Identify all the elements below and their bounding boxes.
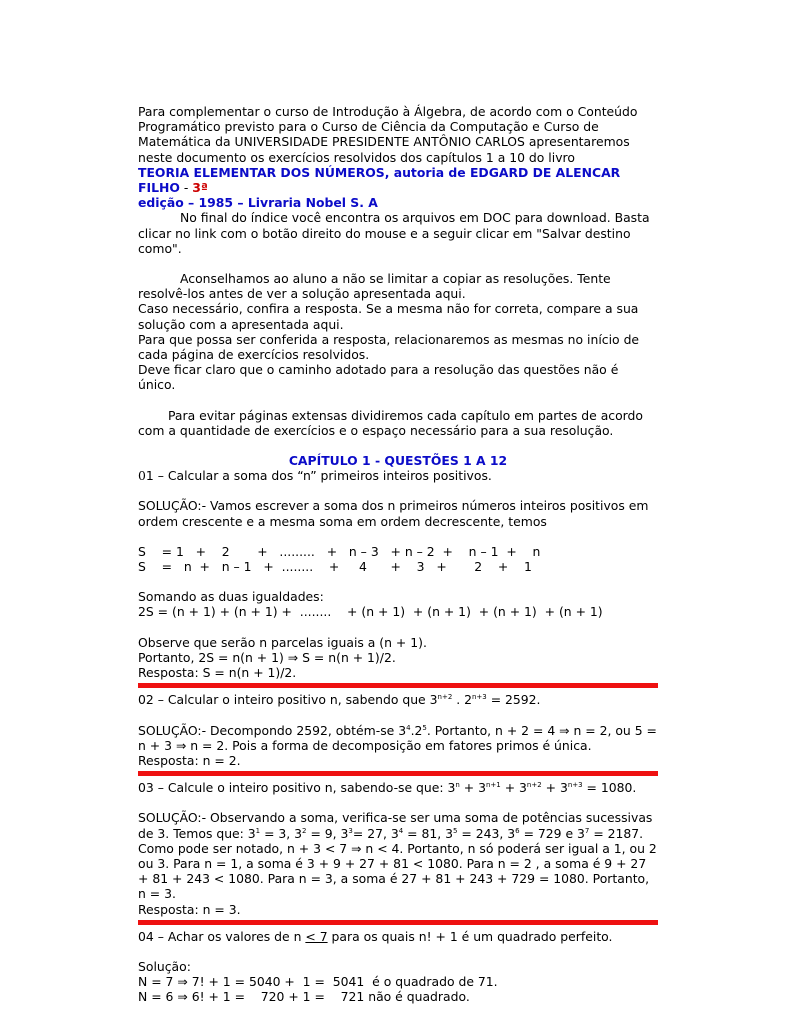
question-3: 03 – Calcule o inteiro positivo n, sabendo-se que: $3^n + 3^{n+1} + 3^{n+2} + 3^{n+3} = 1080$.	[138, 780, 637, 796]
chapter-title: CAPÍTULO 1 - QUESTÕES 1 A 12	[288, 453, 508, 469]
q1-solution: SOLUÇÃO:- Vamos escrever a soma dos n primeiros números inteiros positivos em ordem crescente e a mesma soma em ordem decrescente, temos	[138, 498, 649, 529]
book-title: TEORIA ELEMENTAR DOS NÚMEROS, autoria de EDGARD DE ALENCAR FILHO	[138, 164, 621, 196]
advice-confirm: Caso necessário, confira a resposta. Se a mesma não for correta, compare a sua solução com a apresentada aqui.	[138, 301, 639, 332]
edition-number: 3ª	[192, 180, 208, 196]
separator-rule	[138, 683, 658, 688]
intro-paragraph: Para complementar o curso de Introdução à Álgebra, de acordo com o Conteúdo Programático previsto para o Curso de Ciência da Computação e Curso de Matemática da UNIVERSIDADE PRESIDENTE ANTÔNIO CARLOS apresentaremos neste documento os exercícios resolvidos dos capítulos 1 a 10 do livro TEORIA ELEMENTAR DOS NÚMEROS, autoria de EDGARD DE ALENCAR FILHO - 3ª edição – 1985 – Livraria Nobel S. A	[138, 104, 638, 211]
implies-icon: ⇒	[351, 840, 362, 856]
advice-paragraph: Aconselhamos ao aluno a não se limitar a copiar as resoluções. Tente resolvê-los antes de ver a solução apresentada aqui.	[138, 271, 611, 302]
implies-icon: ⇒	[559, 722, 570, 738]
question-1: 01 – Calcular a soma dos “n” primeiros inteiros positivos.	[138, 468, 492, 484]
q3-solution: SOLUÇÃO:- Observando a soma, verifica-se ser uma soma de potências sucessivas de 3. Temos que: $3^1 = 3$, $3^2 = 9$, $3^3= 27$, $3^4 = 81$, $3^5 = 243$, $3^6 = 729$ e $3^7 = 2187$. Como pode ser notado, n + 3 < 7 ⇒ n < 4. Portanto, n só poderá ser igual a 1, ou 2 ou 3. Para n = 1, a soma é 3 + 9 + 27 + 81 < 1080. Para n = 2 , a soma é 9 + 27 + 81 + 243 < 1080. Para n = 3, a soma é 27 + 81 + 243 + 729 = 1080. Portanto, n = 3.	[138, 810, 657, 902]
q4-line-7: N = 7 ⇒ 7! + 1 = 5040 + 1 = 5041 é o quadrado de 71.	[138, 974, 498, 990]
q2-answer: Resposta: n = 2.	[138, 752, 241, 768]
implies-icon: ⇒	[177, 989, 188, 1005]
document-page	[138, 104, 658, 1005]
q1-row-ascending: S = 1 + 2 + ......... + n – 3 + n – 2 + n – 1 + n	[138, 543, 541, 559]
download-note: No final do índice você encontra os arquivos em DOC para download. Basta clicar no link com o botão direito do mouse e a seguir clicar em "Salvar destino como".	[138, 210, 650, 256]
implies-icon: ⇒	[175, 737, 187, 753]
q4-solution-label: Solução:	[138, 958, 191, 974]
q1-row-descending: S = n + n – 1 + ........ + 4 + 3 + 2 + 1	[138, 559, 532, 575]
extent-paragraph: Para evitar páginas extensas dividiremos cada capítulo em partes de acordo com a quantidade de exercícios e o espaço necessário para a sua resolução.	[138, 407, 643, 438]
q2-solution: SOLUÇÃO:- Decompondo 2592, obtém-se $3^4.2^5$. Portanto, n + 2 = 4 ⇒ n = 2, ou 5 = n + 3 ⇒ n = 2. Pois a forma de decomposição em fatores primos é única.	[138, 722, 657, 753]
question-4: 04 – Achar os valores de n < 7 para os quais n! + 1 é um quadrado perfeito.	[138, 928, 613, 944]
question-2: 02 – Calcular o inteiro positivo n, sabendo que $3^{n+2}$ . $2^{n+3} = 2592$.	[138, 692, 541, 708]
q3-answer: Resposta: n = 3.	[138, 901, 241, 917]
separator-rule	[138, 920, 658, 925]
advice-answers: Para que possa ser conferida a resposta, relacionaremos as mesmas no início de cada página de exercícios resolvidos.	[138, 331, 640, 363]
book-edition: edição – 1985 – Livraria Nobel S. A	[138, 195, 378, 211]
q1-conclusion: Portanto, 2S = n(n + 1) ⇒ S = n(n + 1)/2.	[138, 649, 396, 665]
implies-icon: ⇒	[177, 974, 188, 990]
advice-path: Deve ficar claro que o caminho adotado para a resolução das questões não é único.	[138, 362, 619, 393]
q1-answer: Resposta: S = n(n + 1)/2.	[138, 665, 297, 681]
q1-sum: 2S = (n + 1) + (n + 1) + ........ + (n + 1) + (n + 1) + (n + 1) + (n + 1)	[138, 604, 603, 620]
implies-icon: ⇒	[287, 649, 299, 665]
le-symbol: < 7	[305, 928, 328, 944]
q1-sum-label: Somando as duas igualdades:	[138, 589, 324, 605]
q1-observation: Observe que serão n parcelas iguais a (n + 1).	[138, 634, 427, 650]
q4-line-6: N = 6 ⇒ 6! + 1 = 720 + 1 = 721 não é quadrado.	[138, 989, 470, 1005]
separator-rule	[138, 771, 658, 776]
